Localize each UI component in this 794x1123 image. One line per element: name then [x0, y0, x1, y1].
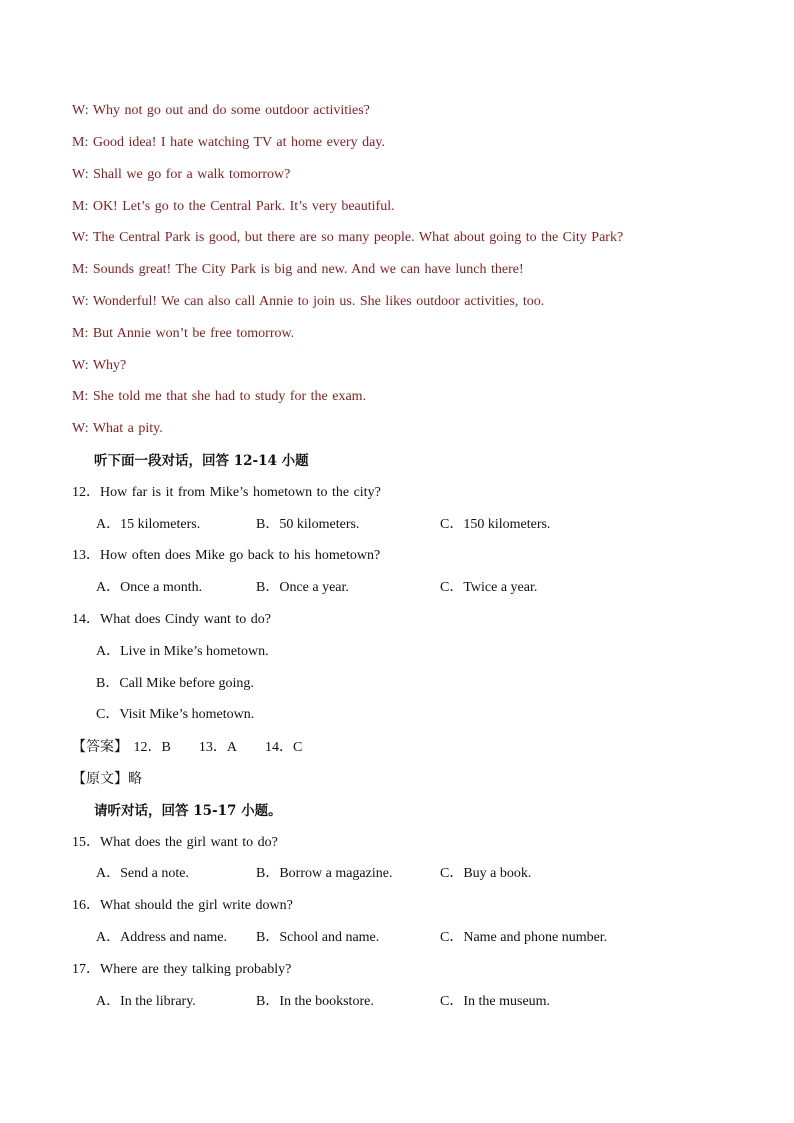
source-row [72, 770, 142, 789]
option-12-a: A．15 kilometers. [96, 517, 201, 532]
answer-14: 14．C [264, 740, 303, 755]
option-16-a: A．Address and name. [96, 930, 228, 945]
answer-label: 【答案】 [72, 739, 128, 755]
answer-12: 12．B [133, 740, 171, 755]
dialog-line: W: Why? [72, 358, 127, 373]
dialog-line: W: Shall we go for a walk tomorrow? [72, 167, 291, 182]
option-17-c: C．In the museum. [440, 994, 551, 1009]
option-16-c: C．Name and phone number. [440, 930, 608, 945]
option-12-b: B．50 kilometers. [256, 517, 360, 532]
answer-row [72, 738, 330, 757]
option-14-c: C．Visit Mike’s hometown. [96, 707, 255, 722]
option-13-c: C．Twice a year. [440, 580, 538, 595]
dialog-line: M: Sounds great! The City Park is big and new. And we can have lunch there! [72, 262, 524, 277]
option-15-c: C．Buy a book. [440, 866, 532, 881]
dialog-line: M: But Annie won’t be free tomorrow. [72, 326, 295, 341]
option-13-b: B．Once a year. [256, 580, 349, 595]
question-16: 16．What should the girl write down? [72, 898, 293, 913]
option-13-a: A．Once a month. [96, 580, 203, 595]
question-12: 12．How far is it from Mike’s hometown to the city? [72, 485, 381, 500]
option-12-c: C．150 kilometers. [440, 517, 551, 532]
question-13: 13．How often does Mike go back to his hometown? [72, 548, 381, 563]
dialog-line: M: OK! Let’s go to the Central Park. It’s very beautiful. [72, 199, 395, 214]
answer-13: 13．A [198, 740, 237, 755]
option-15-b: B．Borrow a magazine. [256, 866, 393, 881]
dialog-line: W: What a pity. [72, 421, 163, 436]
dialog-line: W: The Central Park is good, but there are so many people. What about going to the City Park? [72, 230, 624, 245]
option-14-a: A．Live in Mike’s hometown. [96, 644, 269, 659]
question-15: 15．What does the girl want to do? [72, 835, 278, 850]
source-label: 【原文】 [72, 771, 128, 787]
option-17-b: B．In the bookstore. [256, 994, 374, 1009]
dialog-line: M: She told me that she had to study for the exam. [72, 389, 367, 404]
question-17: 17．Where are they talking probably? [72, 962, 292, 977]
section-title-12-14: 听下面一段对话，回答 12-14 小题 [94, 453, 309, 469]
dialog-line: M: Good idea! I hate watching TV at home every day. [72, 135, 385, 150]
option-14-b: B．Call Mike before going. [96, 676, 254, 691]
source-text: 略 [128, 771, 142, 787]
dialog-line: W: Wonderful! We can also call Annie to join us. She likes outdoor activities, too. [72, 294, 545, 309]
question-14: 14．What does Cindy want to do? [72, 612, 272, 627]
dialog-line: W: Why not go out and do some outdoor activities? [72, 103, 370, 118]
option-15-a: A．Send a note. [96, 866, 189, 881]
section-title-15-17: 请听对话，回答 15-17 小题。 [94, 803, 282, 819]
option-16-b: B．School and name. [256, 930, 380, 945]
option-17-a: A．In the library. [96, 994, 196, 1009]
